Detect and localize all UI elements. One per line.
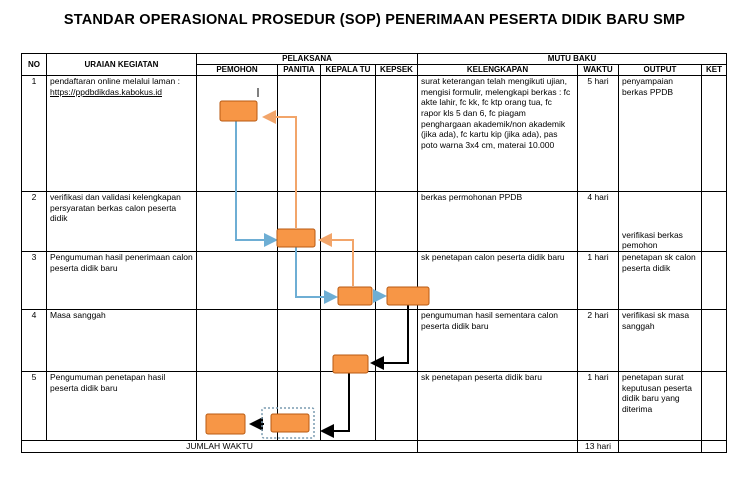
cell-pemohon [197, 372, 278, 441]
cell-ket [702, 372, 727, 441]
row-uraian: Pengumuman hasil penerimaan calon peserta didik baru [47, 252, 197, 310]
row-kelengkapan: sk penetapan calon peserta didik baru [418, 252, 578, 310]
header-kepsek: KEPSEK [376, 65, 418, 76]
cell-panitia [278, 310, 321, 372]
total-label: JUMLAH WAKTU [22, 441, 418, 453]
cell-kepsek [376, 252, 418, 310]
header-ket: KET [702, 65, 727, 76]
cell-kepala-tu [321, 372, 376, 441]
cell-panitia [278, 372, 321, 441]
cell-kepsek [376, 372, 418, 441]
row-kelengkapan: berkas permohonan PPDB [418, 192, 578, 252]
cell-ket [702, 76, 727, 192]
cell-kepala-tu [321, 192, 376, 252]
registration-link[interactable]: https://ppdbdikdas.kabokus.id [50, 86, 162, 97]
cell-kepala-tu [321, 310, 376, 372]
row-number: 2 [22, 192, 47, 252]
row-output: verifikasi sk masa sanggah [619, 310, 702, 372]
total-ket-cell [702, 441, 727, 453]
row-waktu: 2 hari [578, 310, 619, 372]
row-uraian [47, 76, 197, 192]
sop-table [21, 53, 727, 453]
cell-ket [702, 310, 727, 372]
header-mutu-baku: MUTU BAKU [418, 54, 727, 65]
cell-kepsek [376, 310, 418, 372]
header-kelengkapan: KELENGKAPAN [418, 65, 578, 76]
row-kelengkapan: sk penetapan peserta didik baru [418, 372, 578, 441]
header-panitia: PANITIA [278, 65, 321, 76]
total-output-cell [619, 441, 702, 453]
row-uraian: Pengumuman penetapan hasil peserta didik baru [47, 372, 197, 441]
header-output: OUTPUT [619, 65, 702, 76]
document-title: STANDAR OPERASIONAL PROSEDUR (SOP) PENERIMAAN PESERTA DIDIK BARU SMP [63, 12, 686, 28]
cell-panitia [278, 192, 321, 252]
cell-kepala-tu [321, 76, 376, 192]
cell-pemohon [197, 252, 278, 310]
cell-kepsek [376, 76, 418, 192]
table-row [22, 372, 727, 441]
row-waktu: 4 hari [578, 192, 619, 252]
row-output: verifikasi berkas pemohon [619, 192, 702, 252]
header-pelaksana: PELAKSANA [197, 54, 418, 65]
header-pemohon: PEMOHON [197, 65, 278, 76]
header-kepala-tu: KEPALA TU [321, 65, 376, 76]
row-uraian: verifikasi dan validasi kelengkapan persyaratan berkas calon peserta didik [47, 192, 197, 252]
row-output: penetapan surat keputusan peserta didik baru yang diterima [619, 372, 702, 441]
table-row [22, 310, 727, 372]
table-row [22, 76, 727, 192]
total-waktu: 13 hari [578, 441, 619, 453]
row-waktu: 5 hari [578, 76, 619, 192]
header-waktu: WAKTU [578, 65, 619, 76]
row-number: 1 [22, 76, 47, 192]
row-waktu: 1 hari [578, 372, 619, 441]
cell-kepsek [376, 192, 418, 252]
row-output: penyampaian berkas PPDB [619, 76, 702, 192]
cell-pemohon [197, 310, 278, 372]
row-uraian-text: pendaftaran online melalui laman : [50, 76, 180, 86]
total-empty-cell [418, 441, 578, 453]
cell-pemohon [197, 192, 278, 252]
row-output: penetapan sk calon peserta didik [619, 252, 702, 310]
header-no: NO [22, 54, 47, 76]
cell-pemohon [197, 76, 278, 192]
cell-kepala-tu [321, 252, 376, 310]
row-number: 3 [22, 252, 47, 310]
cell-panitia [278, 252, 321, 310]
row-waktu: 1 hari [578, 252, 619, 310]
row-uraian: Masa sanggah [47, 310, 197, 372]
row-number: 4 [22, 310, 47, 372]
row-number: 5 [22, 372, 47, 441]
header-uraian: URAIAN KEGIATAN [47, 54, 197, 76]
cell-panitia [278, 76, 321, 192]
total-row [22, 441, 727, 453]
row-kelengkapan: surat keterangan telah mengikuti ujian, mengisi formulir, melengkapi berkas : fc akte lahir, fc kk, fc ktp orang tua, fc rapor kls 5 dan 6, fc piagam penghargaan akademik/non akademik (jika ada), fc kartu kip (jika ada), pas poto warna 3x4 cm, materai 10.000 [418, 76, 578, 192]
table-row [22, 192, 727, 252]
cell-ket [702, 192, 727, 252]
cell-ket [702, 252, 727, 310]
row-kelengkapan: pengumuman hasil sementara calon peserta didik baru [418, 310, 578, 372]
table-row [22, 252, 727, 310]
